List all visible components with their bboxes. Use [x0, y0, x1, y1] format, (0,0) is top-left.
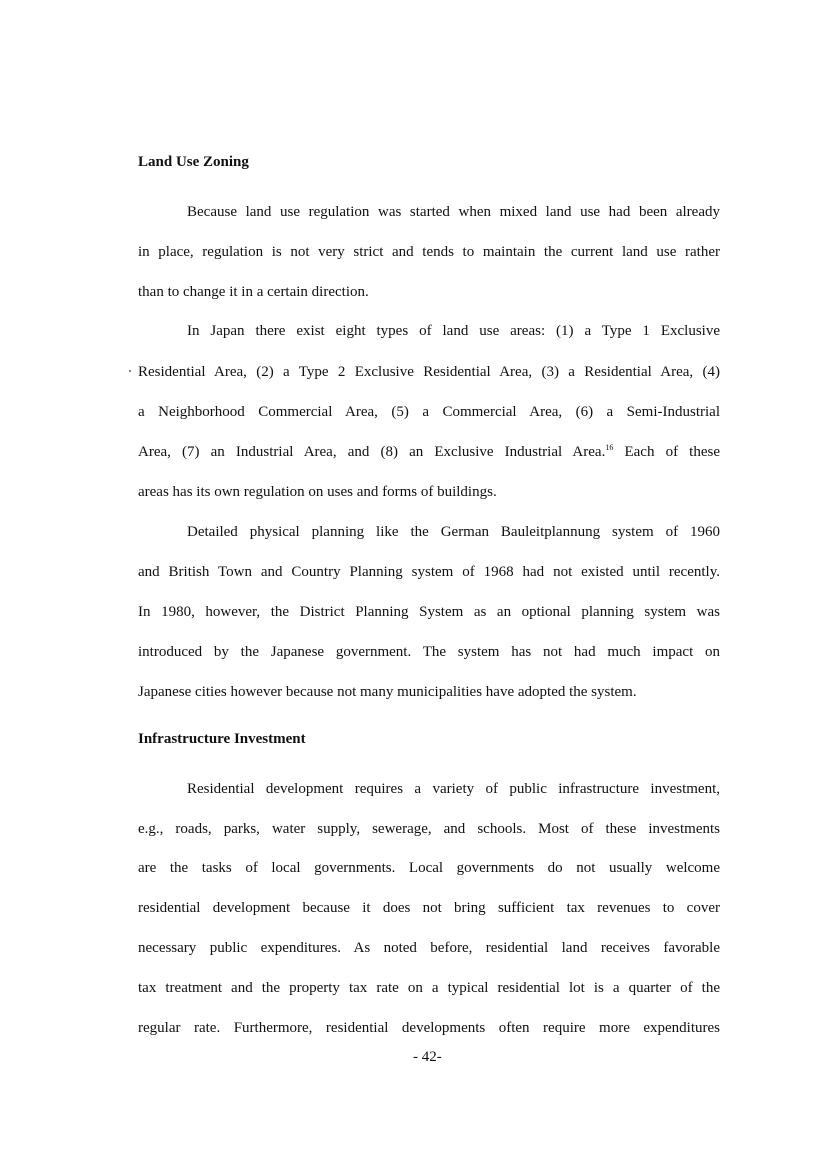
paragraph-line: Residential Area, (2) a Type 2 Exclusive Residential Area, (3) a Residential Area, (4) [138, 364, 720, 380]
paragraph-line: and British Town and Country Planning system of 1968 had not existed until recently. [138, 564, 720, 580]
paragraph-line: a Neighborhood Commercial Area, (5) a Commercial Area, (6) a Semi-Industrial [138, 404, 720, 420]
paragraph-line: tax treatment and the property tax rate on a typical residential lot is a quarter of the [138, 980, 720, 996]
paragraph-line: e.g., roads, parks, water supply, sewerage, and schools. Most of these investments [138, 821, 720, 837]
line-text: Each of these [613, 444, 721, 460]
paragraph-line: areas has its own regulation on uses and forms of buildings. [138, 484, 497, 500]
paragraph-line: are the tasks of local governments. Local governments do not usually welcome [138, 860, 720, 876]
paragraph-line: than to change it in a certain direction. [138, 284, 369, 300]
footnote-marker: 16 [605, 443, 614, 452]
paragraph-line: residential development because it does not bring sufficient tax revenues to cover [138, 900, 720, 916]
paragraph-line-with-footnote [138, 443, 720, 461]
margin-mark [129, 370, 131, 372]
paragraph-line: In 1980, however, the District Planning System as an optional planning system was [138, 604, 720, 620]
paragraph-line: introduced by the Japanese government. The system has not had much impact on [138, 644, 720, 660]
paragraph-line: in place, regulation is not very strict and tends to maintain the current land use rather [138, 244, 720, 260]
line-text: Area, (7) an Industrial Area, and (8) an Exclusive Industrial Area. [138, 444, 606, 460]
paragraph-line: Because land use regulation was started when mixed land use had been already [187, 204, 720, 220]
paragraph-line: necessary public expenditures. As noted before, residential land receives favorable [138, 940, 720, 956]
paragraph-line: Detailed physical planning like the German Bauleitplannung system of 1960 [187, 524, 720, 540]
section-heading-infrastructure-investment: Infrastructure Investment [138, 731, 306, 747]
paragraph-line: Residential development requires a variety of public infrastructure investment, [187, 781, 720, 797]
section-heading-land-use-zoning: Land Use Zoning [138, 154, 249, 170]
paragraph-line: Japanese cities however because not many municipalities have adopted the system. [138, 684, 637, 700]
paragraph-line: regular rate. Furthermore, residential developments often require more expenditures [138, 1020, 720, 1036]
paragraph-line: In Japan there exist eight types of land use areas: (1) a Type 1 Exclusive [187, 323, 720, 339]
page-number: - 42- [413, 1049, 442, 1065]
